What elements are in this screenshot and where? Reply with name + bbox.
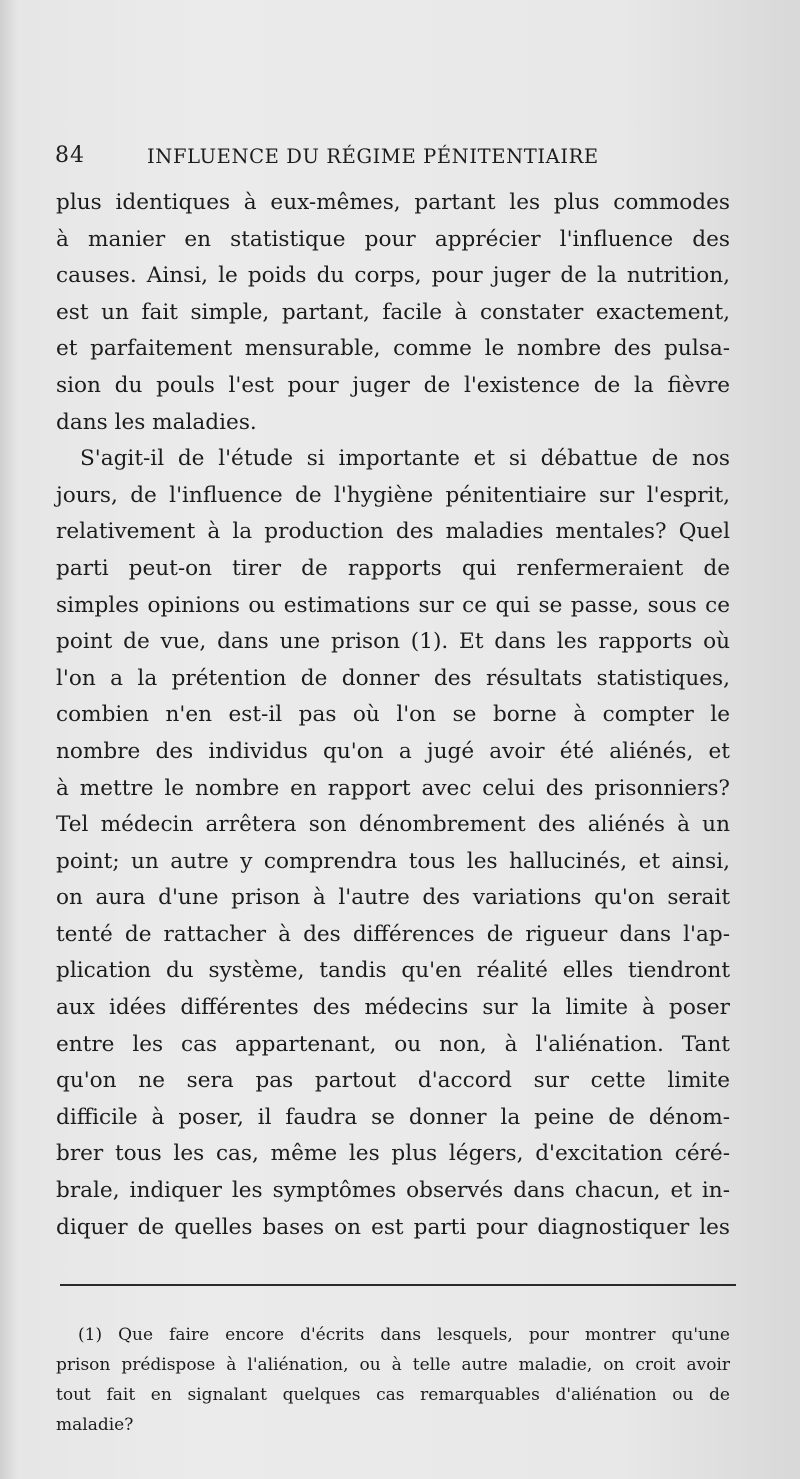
text-line: à manier en statistique pour apprécier l'influence des xyxy=(56,226,730,252)
text-line: diquer de quelles bases on est parti pour diagnostiquer les xyxy=(56,1214,730,1240)
text-line: combien n'en est-il pas où l'on se borne à compter le xyxy=(56,702,730,728)
text-line: aux idées différentes des médecins sur la limite à poser xyxy=(56,995,730,1021)
text-line: simples opinions ou estimations sur ce qui se passe, sous ce xyxy=(56,592,730,618)
text-line: est un fait simple, partant, facile à constater exactement, xyxy=(56,299,730,325)
text-line: point; un autre y comprendra tous les hallucinés, et ainsi, xyxy=(56,848,730,874)
text-line: difficile à poser, il faudra se donner la peine de dénom- xyxy=(56,1104,730,1130)
page-number: 84 xyxy=(55,143,85,168)
text-line: plus identiques à eux-mêmes, partant les plus commodes xyxy=(56,190,730,215)
text-line: on aura d'une prison à l'autre des variations qu'on serait xyxy=(56,885,730,911)
text-line: dans les maladies. xyxy=(56,409,257,435)
footnote xyxy=(56,1320,730,1440)
text-line: jours, de l'influence de l'hygiène pénitentiaire sur l'esprit, xyxy=(56,482,730,508)
text-line: qu'on ne sera pas partout d'accord sur cette limite xyxy=(56,1068,730,1094)
footnote-line: maladie? xyxy=(56,1415,134,1435)
text-line: brer tous les cas, même les plus légers, d'excitation céré- xyxy=(56,1141,730,1167)
text-line: relativement à la production des maladies mentales? Quel xyxy=(56,519,730,545)
page-header xyxy=(55,143,755,175)
running-title: INFLUENCE DU RÉGIME PÉNITENTIAIRE xyxy=(147,145,599,168)
paragraph-start-line: S'agit-il de l'étude si importante et si débattue de nos xyxy=(80,446,730,472)
text-line: et parfaitement mensurable, comme le nombre des pulsa- xyxy=(56,336,730,362)
text-line: point de vue, dans une prison (1). Et dans les rapports où xyxy=(56,629,730,655)
text-line: sion du pouls l'est pour juger de l'existence de la fièvre xyxy=(56,372,730,398)
text-line: tenté de rattacher à des différences de rigueur dans l'ap- xyxy=(56,921,730,947)
text-line: Tel médecin arrêtera son dénombrement des aliénés à un xyxy=(56,812,730,838)
footnote-line: (1) Que faire encore d'écrits dans lesquels, pour montrer qu'une xyxy=(78,1325,730,1345)
text-line: entre les cas appartenant, ou non, à l'aliénation. Tant xyxy=(56,1031,730,1057)
text-line: à mettre le nombre en rapport avec celui des prisonniers? xyxy=(56,775,730,801)
text-line: brale, indiquer les symptômes observés dans chacun, et in- xyxy=(56,1178,730,1204)
text-line: causes. Ainsi, le poids du corps, pour juger de la nutrition, xyxy=(56,263,730,289)
text-line: l'on a la prétention de donner des résultats statistiques, xyxy=(56,665,730,691)
text-line: parti peut-on tirer de rapports qui renfermeraient de xyxy=(56,555,730,581)
text-line: plication du système, tandis qu'en réalité elles tiendront xyxy=(56,958,730,984)
footnote-line: prison prédispose à l'aliénation, ou à telle autre maladie, on croit avoir xyxy=(56,1355,730,1375)
footnote-line: tout fait en signalant quelques cas remarquables d'aliénation ou de xyxy=(56,1385,730,1405)
footnote-separator xyxy=(60,1284,736,1286)
text-line: nombre des individus qu'on a jugé avoir été aliénés, et xyxy=(56,738,730,764)
body-text xyxy=(56,185,730,1246)
